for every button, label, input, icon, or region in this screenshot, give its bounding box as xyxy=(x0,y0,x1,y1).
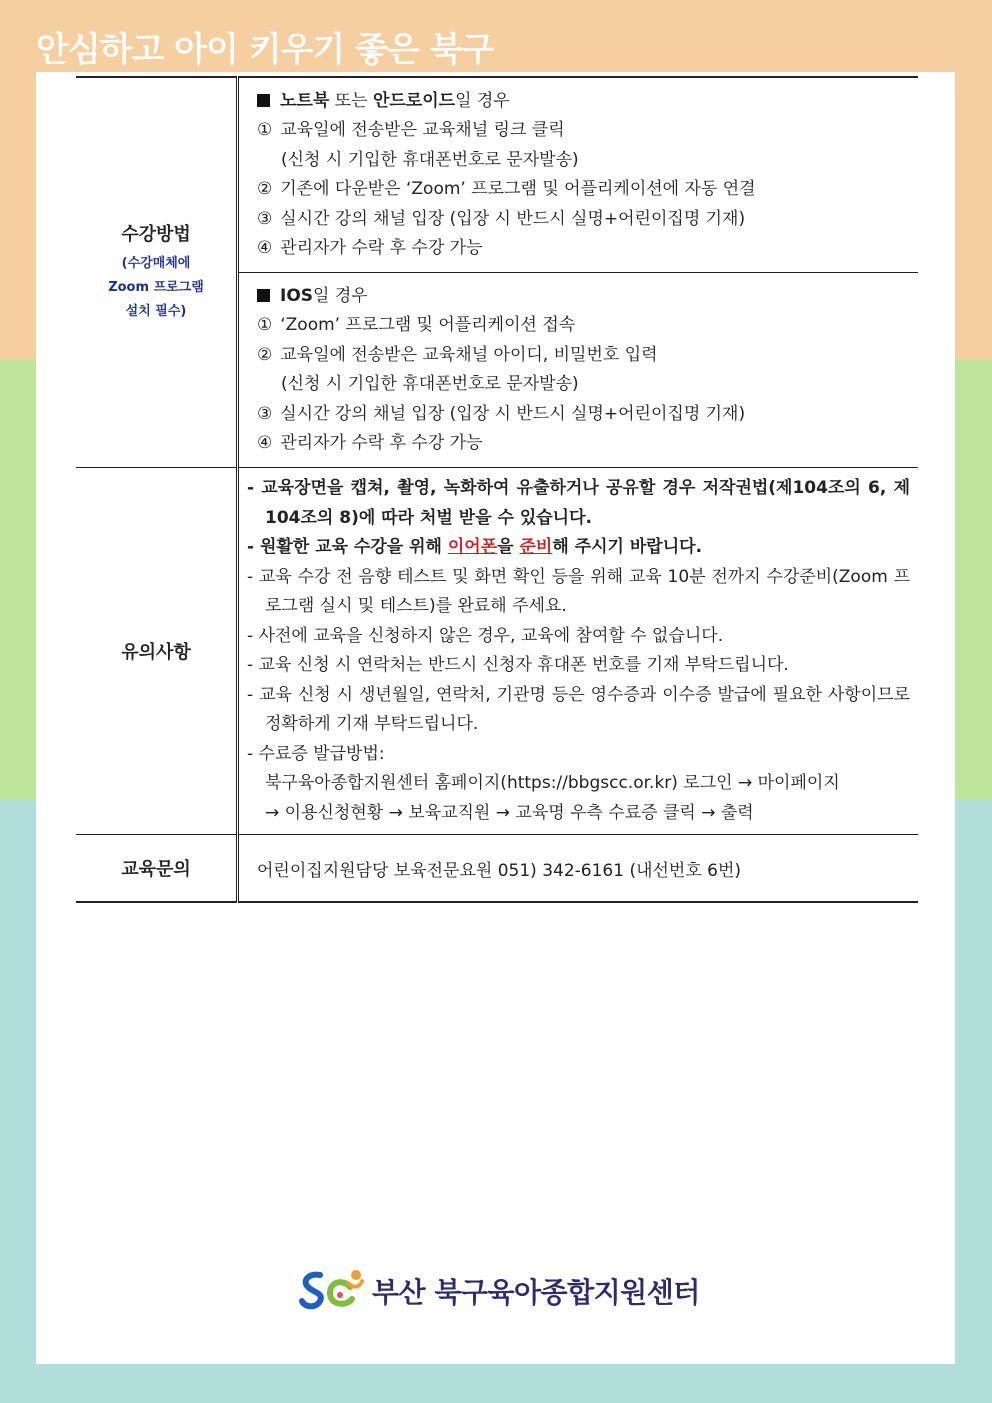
note-item: - 교육 신청 시 생년월일, 연락처, 기관명 등은 영수증과 이수증 발급에 필요한 사항이므로 정확하게 기재 부탁드립니다. xyxy=(247,684,910,734)
square-bullet-icon xyxy=(257,94,270,107)
list-item: (신청 시 기입한 휴대폰번호로 문자발송) xyxy=(281,374,579,394)
android-heading: 노트북 또는 안드로이드일 경우 xyxy=(257,87,918,117)
inquiry-contact: 어린이집지원담당 보육전문요원 051) 342-6161 (내선번호 6번) xyxy=(257,860,742,881)
list-item: ③ 실시간 강의 채널 입장 (입장 시 반드시 실명+어린이집명 기재) xyxy=(257,208,746,229)
document-page xyxy=(36,72,955,1364)
method-sublabel: (수강매체에 Zoom 프로그램 설치 필수) xyxy=(108,255,204,319)
ios-heading: IOS일 경우 xyxy=(257,282,918,312)
table-row-notes xyxy=(76,468,918,835)
list-item: ④ 관리자가 수락 후 수강 가능 xyxy=(257,433,483,453)
header-slogan: 안심하고 아이 키우기 좋은 북구 xyxy=(36,30,494,70)
list-item: ③ 실시간 강의 채널 입장 (입장 시 반드시 실명+어린이집명 기재) xyxy=(257,403,746,424)
footer-logo xyxy=(298,1266,700,1316)
notes-label: 유의사항 xyxy=(121,642,191,663)
sc-logo-icon xyxy=(298,1267,368,1315)
note-item: - 교육 수강 전 음향 테스트 및 화면 확인 등을 위해 교육 10분 전까지 수강준비(Zoom 프로그램 실시 및 테스트)를 완료해 주세요. xyxy=(247,566,910,616)
note-item: - 사전에 교육을 신청하지 않은 경우, 교육에 참여할 수 없습니다. xyxy=(247,625,724,646)
inquiry-cell xyxy=(238,835,919,903)
method-label-cell xyxy=(76,77,238,468)
table-row-method-android xyxy=(76,77,918,273)
note-item: - 수료증 발급방법: xyxy=(247,743,385,764)
footer-org-name: 부산 북구육아종합지원센터 xyxy=(372,1276,700,1309)
info-table xyxy=(76,76,918,903)
list-item: ② 교육일에 전송받은 교육채널 아이디, 비밀번호 입력 xyxy=(257,344,658,365)
ios-steps-cell xyxy=(238,273,919,468)
highlight-prepare: 준비 xyxy=(519,537,553,557)
list-item: (신청 시 기입한 휴대폰번호로 문자발송) xyxy=(281,149,579,170)
inquiry-label: 교육문의 xyxy=(121,859,191,880)
note-item: - 교육 신청 시 연락처는 반드시 신청자 휴대폰 번호를 기재 부탁드립니다. xyxy=(247,655,789,675)
android-steps-cell xyxy=(238,77,919,273)
list-item: ① 교육일에 전송받은 교육채널 링크 클릭 xyxy=(257,120,565,140)
certificate-path-line2: → 이용신청현황 → 보육교직원 → 교육명 우측 수료증 클릭 → 출력 xyxy=(265,802,754,823)
method-label: 수강방법 xyxy=(121,223,191,245)
list-item: ① ‘Zoom’ 프로그램 및 어플리케이션 접속 xyxy=(257,315,576,335)
highlight-earphone: 이어폰 xyxy=(447,537,498,557)
note-item: - 원활한 교육 수강을 위해 이어폰을 준비해 주시기 바랍니다. xyxy=(247,537,703,557)
inquiry-label-cell xyxy=(76,835,238,903)
square-bullet-icon xyxy=(257,289,270,302)
certificate-path-line1: 북구육아종합지원센터 홈페이지(https://bbgscc.or.kr) 로그인 → 마이페이지 xyxy=(265,773,840,793)
table-row-inquiry xyxy=(76,835,918,903)
notes-cell xyxy=(238,468,919,835)
notes-label-cell xyxy=(76,468,238,835)
list-item: ④ 관리자가 수락 후 수강 가능 xyxy=(257,238,483,258)
note-item: - 교육장면을 캡쳐, 촬영, 녹화하여 유출하거나 공유할 경우 저작권법(제104조의 6, 제104조의 8)에 따라 처벌 받을 수 있습니다. xyxy=(247,478,910,528)
list-item: ② 기존에 다운받은 ‘Zoom’ 프로그램 및 어플리케이션에 자동 연결 xyxy=(257,179,756,199)
